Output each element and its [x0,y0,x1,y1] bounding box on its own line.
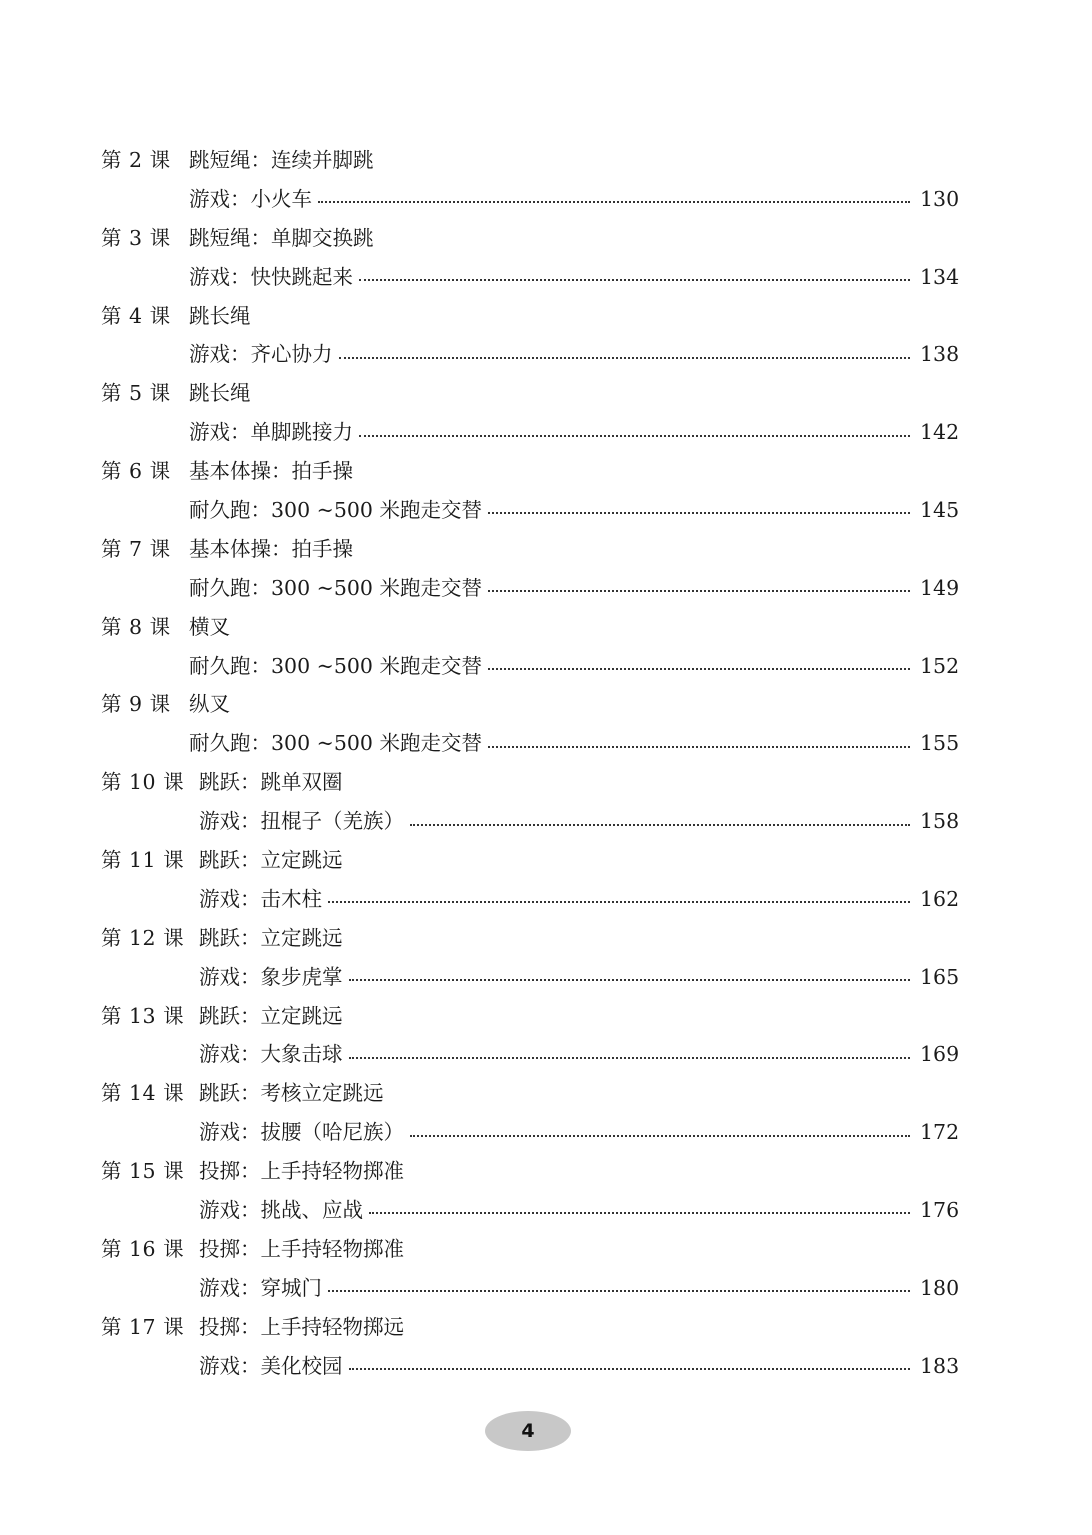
toc-entry[interactable] [101,958,960,997]
toc-lesson [101,297,960,375]
entry-title: 游戏：扭棍子（羌族） [199,809,404,834]
dot-leader [328,1290,910,1292]
dot-leader [359,435,910,437]
lesson-topic: 跳短绳：连续并脚跳 [189,148,374,172]
dot-leader [339,357,911,359]
lesson-topic: 跳跃：立定跳远 [199,848,343,873]
lesson-topic: 跳长绳 [189,381,251,406]
toc-lesson [101,685,960,763]
entry-title: 游戏：齐心协力 [189,342,333,367]
page-reference: 155 [920,731,960,756]
page-reference: 165 [920,964,960,989]
dot-leader [328,901,910,903]
dot-leader [349,979,911,981]
toc-lesson [101,530,960,608]
toc-entry[interactable] [101,1347,960,1386]
lesson-number: 第 11 课 [101,848,185,873]
page-reference: 142 [920,420,960,445]
entry-title: 游戏：穿城门 [199,1275,322,1300]
toc-entry[interactable] [101,880,960,919]
toc-entry[interactable] [101,1191,960,1230]
page-reference: 169 [920,1042,960,1067]
lesson-number: 第 4 课 [101,303,171,328]
lesson-number: 第 7 课 [101,536,171,561]
toc-entry[interactable] [101,413,960,452]
entry-title: 游戏：挑战、应战 [199,1198,363,1223]
page-reference: 134 [920,264,960,289]
lesson-topic: 跳跃：考核立定跳远 [199,1081,384,1106]
toc-lesson-heading [101,1308,956,1347]
toc-lesson [101,1074,960,1152]
page-reference: 130 [920,186,960,211]
lesson-topic: 跳长绳 [189,303,251,328]
dot-leader [369,1212,910,1214]
lesson-topic: 基本体操：拍手操 [189,459,353,484]
entry-title: 游戏：拔腰（哈尼族） [199,1120,404,1145]
lesson-topic: 投掷：上手持轻物掷准 [199,1159,404,1184]
lesson-topic: 跳跃：跳单双圈 [199,770,343,795]
dot-leader [410,824,910,826]
page-reference: 152 [920,653,960,678]
page-number-badge [485,1411,571,1451]
dot-leader [349,1057,911,1059]
toc-entry[interactable] [101,724,960,763]
lesson-topic: 跳短绳：单脚交换跳 [189,225,374,250]
dot-leader [359,279,910,281]
toc-lesson [101,1152,960,1230]
page-reference: 138 [920,342,960,367]
page-reference: 176 [920,1198,960,1223]
toc-lesson-heading [101,1074,956,1113]
toc-entry[interactable] [101,802,960,841]
entry-title: 游戏：快快跳起来 [189,264,353,289]
toc-lesson-heading [101,219,956,258]
toc-lesson-heading [101,297,956,336]
page-reference: 172 [920,1120,960,1145]
dot-leader [488,512,910,514]
dot-leader [488,590,910,592]
entry-title: 耐久跑：300 ~500 米跑走交替 [189,498,482,523]
entry-title: 游戏：小火车 [189,186,312,211]
page-reference: 149 [920,575,960,600]
lesson-number: 第 3 课 [101,225,171,250]
toc-lesson-heading [101,452,956,491]
toc-entry[interactable] [101,569,960,608]
lesson-topic: 纵叉 [189,692,230,717]
toc-lesson-heading [101,608,956,647]
toc-entry[interactable] [101,1269,960,1308]
toc-lesson-heading [101,919,956,958]
toc-lesson [101,1308,960,1386]
toc-entry[interactable] [101,258,960,297]
entry-title: 游戏：大象击球 [199,1042,343,1067]
toc-entry[interactable] [101,491,960,530]
toc-lesson [101,219,960,297]
lesson-topic: 基本体操：拍手操 [189,536,353,561]
page-reference: 162 [920,886,960,911]
toc-lesson-heading [101,141,956,180]
toc-lesson [101,374,960,452]
toc-lesson-heading [101,530,956,569]
toc-entry[interactable] [101,647,960,686]
entry-title: 耐久跑：300 ~500 米跑走交替 [189,653,482,678]
toc-lesson [101,997,960,1075]
dot-leader [488,668,910,670]
lesson-number: 第 2 课 [101,148,171,172]
lesson-topic: 跳跃：立定跳远 [199,1003,343,1028]
dot-leader [349,1368,911,1370]
toc-entry[interactable] [101,1113,960,1152]
lesson-number: 第 17 课 [101,1314,185,1339]
page-reference: 180 [920,1275,960,1300]
page-reference: 158 [920,809,960,834]
toc-lesson [101,763,960,841]
lesson-number: 第 8 课 [101,614,171,639]
dot-leader [318,201,910,203]
toc-lesson-heading [101,685,956,724]
page-reference: 183 [920,1353,960,1378]
toc-lesson [101,1230,960,1308]
toc-lesson [101,841,960,919]
toc-lesson-heading [101,763,956,802]
lesson-number: 第 15 课 [101,1159,185,1184]
toc-lesson [101,919,960,997]
table-of-contents [101,141,960,1386]
toc-lesson [101,608,960,686]
lesson-number: 第 9 课 [101,692,171,717]
toc-lesson-heading [101,841,956,880]
lesson-number: 第 14 课 [101,1081,185,1106]
entry-title: 耐久跑：300 ~500 米跑走交替 [189,731,482,756]
lesson-topic: 投掷：上手持轻物掷准 [199,1236,404,1261]
entry-title: 游戏：象步虎掌 [199,964,343,989]
entry-title: 耐久跑：300 ~500 米跑走交替 [189,575,482,600]
toc-lesson [101,452,960,530]
page-reference: 145 [920,498,960,523]
toc-lesson-heading [101,997,956,1036]
lesson-number: 第 16 课 [101,1236,185,1261]
lesson-number: 第 10 课 [101,770,185,795]
dot-leader [488,746,910,748]
toc-lesson [101,141,960,219]
entry-title: 游戏：击木柱 [199,886,322,911]
lesson-number: 第 6 课 [101,459,171,484]
entry-title: 游戏：单脚跳接力 [189,420,353,445]
toc-entry[interactable] [101,335,960,374]
toc-lesson-heading [101,374,956,413]
toc-lesson-heading [101,1230,956,1269]
toc-lesson-heading [101,1152,956,1191]
entry-title: 游戏：美化校园 [199,1353,343,1378]
lesson-topic: 跳跃：立定跳远 [199,925,343,950]
lesson-number: 第 5 课 [101,381,171,406]
toc-entry[interactable] [101,1035,960,1074]
lesson-topic: 投掷：上手持轻物掷远 [199,1314,404,1339]
page-number: 4 [521,1420,535,1442]
dot-leader [410,1135,910,1137]
lesson-topic: 横叉 [189,614,230,639]
lesson-number: 第 12 课 [101,925,185,950]
toc-entry[interactable] [101,180,960,219]
lesson-number: 第 13 课 [101,1003,185,1028]
